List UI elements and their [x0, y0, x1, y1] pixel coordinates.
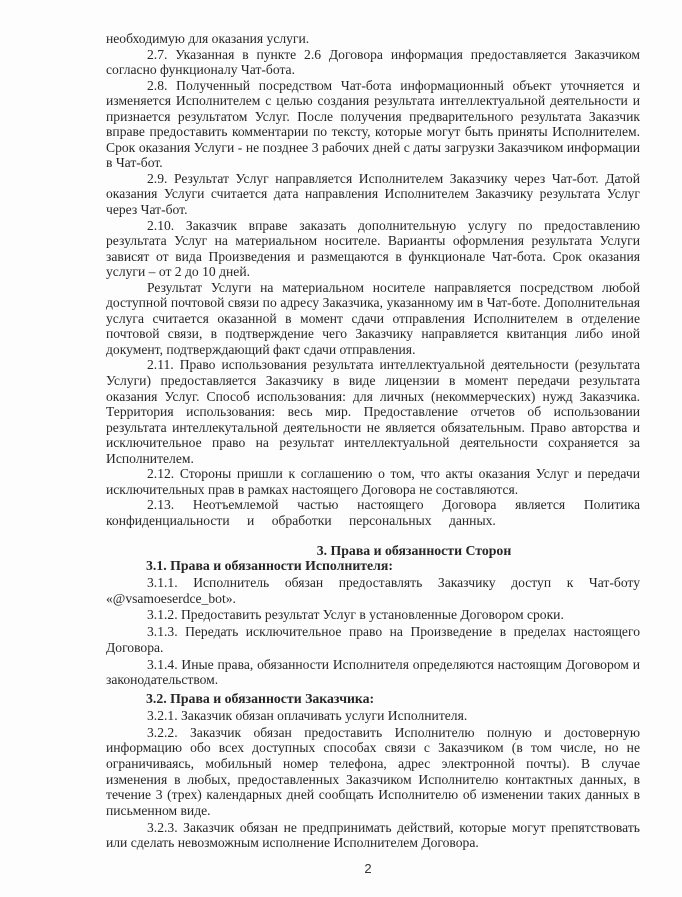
clause-2-13: 2.13. Неотъемлемой частью настоящего Договора является Политика конфиденциальности и обработки персональных данных. — [106, 497, 640, 528]
clause-3-2-2: 3.2.2. Заказчик обязан предоставить Исполнителю полную и достоверную информацию обо всех доступных способах связи с Заказчиком (в том числе, но не ограничиваясь, мобильный номер телефона, адрес электронной почты). В случае изменения в любых, предоставленных Заказчиком Исполнителю контактных данных, в течение 3 (трех) календарных дней сообщать Исполнителю об изменении таких данных в письменном виде. — [106, 724, 640, 818]
page-number: 2 — [364, 860, 372, 876]
clause-3-1-4: 3.1.4. Иные права, обязанности Исполнителя определяются настоящим Договором и законодательством. — [106, 656, 640, 688]
subsection-heading-3-1: 3.1. Права и обязанности Исполнителя: — [146, 558, 393, 574]
clause-2-9: 2.9. Результат Услуг направляется Исполнителем Заказчику через Чат-бот. Датой оказания Услуги считается дата направления Исполнителем Заказчику результата Услуг через Чат-бот. — [106, 170, 640, 218]
clause-3-1-2: 3.1.2. Предоставить результат Услуг в установленные Договором сроки. — [147, 607, 564, 623]
clause-3-2-3: 3.2.3. Заказчик обязан не предпринимать действий, которые могут препятствовать или сделать невозможным исполнение Исполнителем Договора. — [106, 819, 640, 851]
clause-3-1-3: 3.1.3. Передать исключительное право на Произведение в пределах настоящего Договора. — [106, 624, 640, 655]
paragraph-continuation: необходимую для оказания услуги. — [106, 31, 310, 46]
clause-2-10: 2.10. Заказчик вправе заказать дополнительную услугу по предоставлению результата Услуг на материальном носителе. Варианты оформления результата Услуги зависят от вида Произведения и размещаются в функционале Чат-бота. Срок оказания услуги – от 2 до 10 дней. — [106, 217, 640, 280]
document-page — [106, 0, 640, 851]
section-3 — [106, 543, 640, 851]
clause-2-12: 2.12. Стороны пришли к соглашению о том, что акты оказания Услуг и передачи исключительных прав в рамках настоящего Договора не составляются. — [106, 466, 640, 497]
subsection-heading-3-2: 3.2. Права и обязанности Заказчика: — [146, 690, 375, 706]
clause-2-7: 2.7. Указанная в пункте 2.6 Договора информация предоставляется Заказчиком согласно функционалу Чат-бота. — [106, 46, 640, 78]
clause-3-2-1: 3.2.1. Заказчик обязан оплачивать услуги Исполнителя. — [147, 707, 468, 723]
section-heading: 3. Права и обязанности Сторон — [316, 542, 512, 558]
clause-2-11: 2.11. Право использования результата интеллектуальной деятельности (результата Услуги) предоставляется Заказчику в виде лицензии в момент передачи результата оказания Услуг. Способ использования: для личных (некоммерческих) нужд Заказчика. Территория использования: весь мир. Предоставление отчетов об использовании результата интеллекутальной деятельности не является обязательным. Право авторства и исключительное право на результат интеллектуальной деятельности сохраняется за Исполнителем. — [106, 357, 640, 466]
clause-3-1-1: 3.1.1. Исполнитель обязан предоставлять Заказчику доступ к Чат-боту «@vsamoeserdce_bot». — [106, 574, 640, 606]
clause-2-8: 2.8. Полученный посредством Чат-бота информационный объект уточняется и изменяется Исполнителем с целью создания результата интеллектуальной деятельности и признается результатом Услуг. После получения предварительного результата Заказчик вправе предоставить комментарии по тексту, которые могут быть приняты Исполнителем. Срок оказания Услуги - не позднее 3 рабочих дней с даты загрузки Заказчиком информации в Чат-бот. — [106, 77, 640, 171]
clause-2-10-continued: Результат Услуги на материальном носителе направляется посредством любой доступной почтовой связи по адресу Заказчика, указанному им в Чат-боте. Дополнительная услуга считается оказанной в момент сдачи отправления Исполнителем в отделение почтовой связи, в подтверждение чего Заказчику направляется квитанция либо иной документ, подтверждающий факт сдачи отправления. — [106, 279, 640, 357]
